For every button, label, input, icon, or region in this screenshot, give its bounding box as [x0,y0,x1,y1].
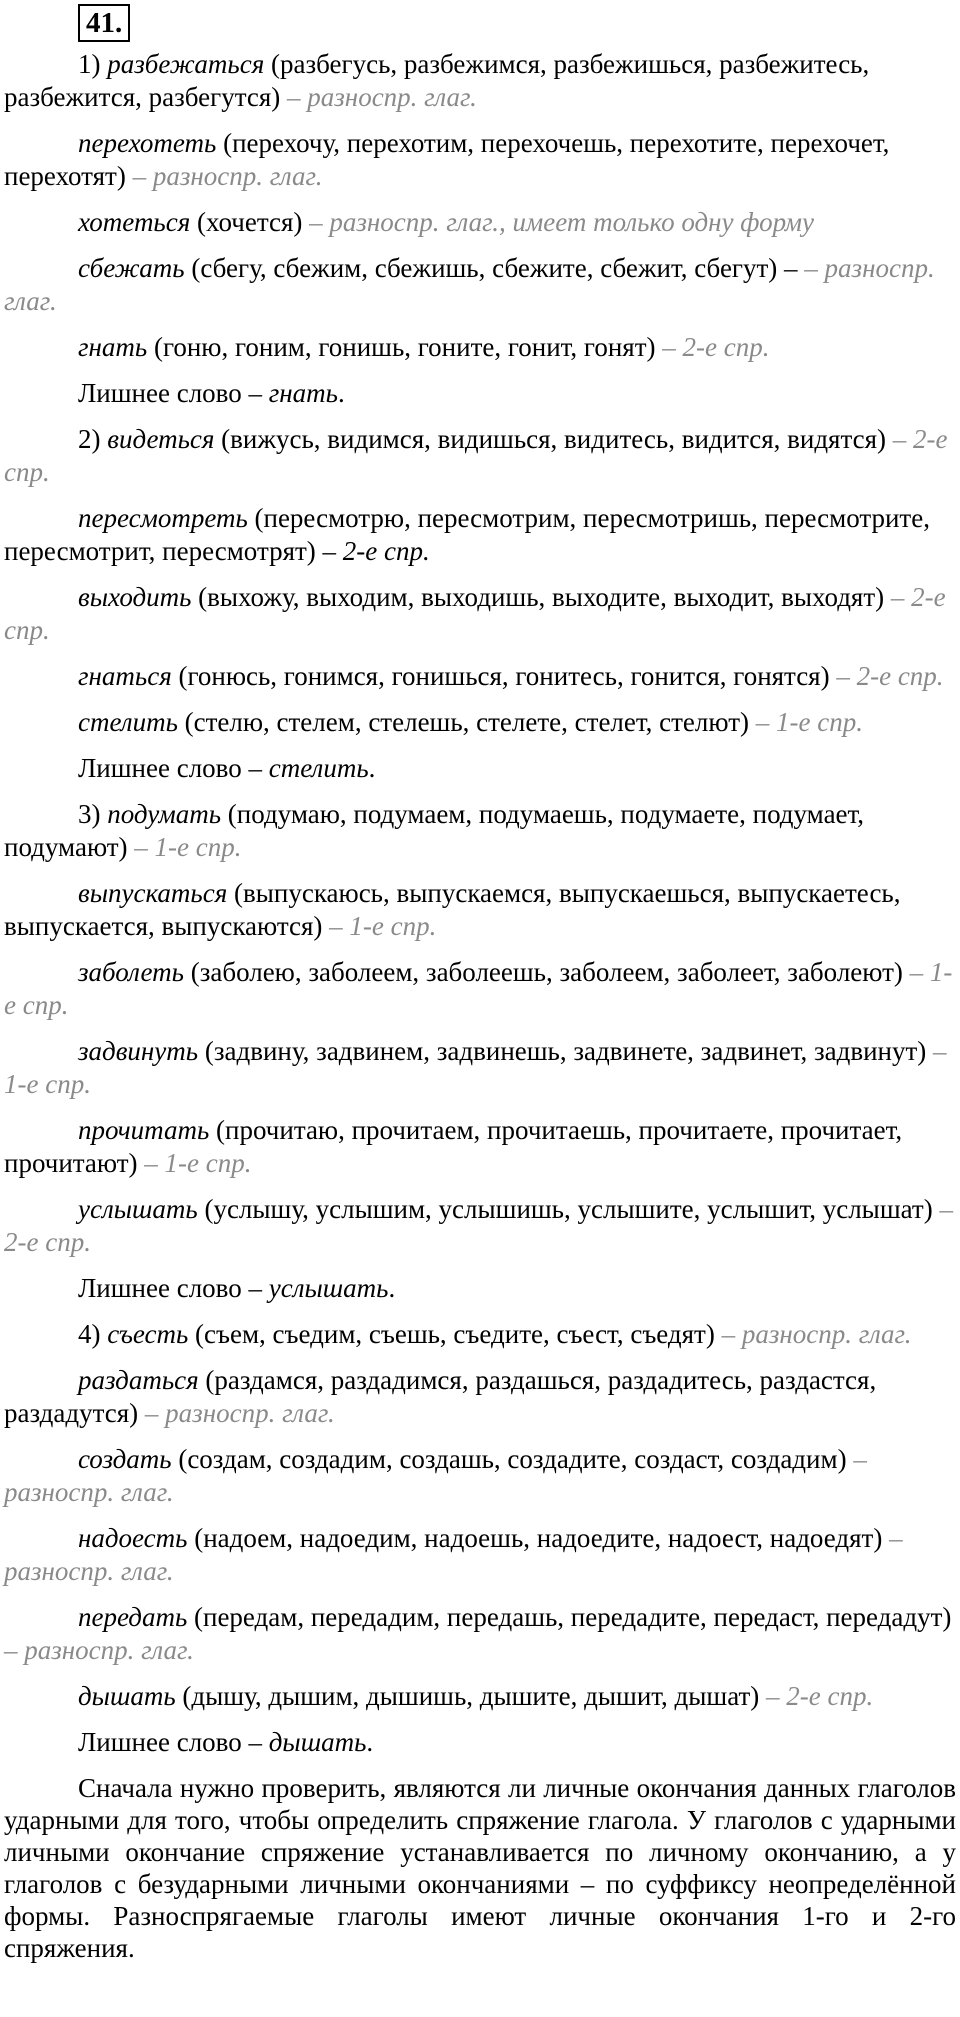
conclusion-paragraph: Сначала нужно проверить, являются ли личные окончания данных глаголов ударными для того, чтобы определить спряжение глагола. У глаголов с ударными личными окончание спряжение устанавливается по личному окончанию, а у глаголов с безударными личными окончаниями – по суффиксу неопределённой формы. Разноспрягаемые глаголы имеют личные окончания 1-го и 2-го спряжения. [4,1773,956,1963]
verb-infinitive: создать [78,1444,172,1474]
conjugation-note: – 1-е спр. [4,1036,947,1099]
verb-infinitive: хотеться [78,207,191,237]
verb-infinitive: сбежать [78,253,185,283]
verb-infinitive: видеться [107,424,215,454]
verb-infinitive: надоесть [78,1523,188,1553]
verb-forms: (пересмотрю, пересмотрим, пересмотришь, пересмотрите, пересмотрит, пересмотрят) [4,503,930,566]
verb-infinitive: заболеть [78,957,184,987]
group-number: 1) [78,49,108,79]
verb-entry [4,48,956,114]
verb-infinitive: задвинуть [78,1036,199,1066]
verb-entry [4,1680,956,1713]
conjugation-note: – разноспр. глаг. [4,1635,194,1665]
verb-forms: (разбегусь, разбежимся, разбежишься, разбежитесь, разбежится, разбегутся) [4,49,870,112]
verb-infinitive: услышать [78,1194,198,1224]
verb-forms: (вижусь, видимся, видишься, видитесь, видится, видятся) [214,424,886,454]
verb-entry [4,660,956,693]
verb-forms: (передам, передадим, передашь, передадите, передаст, передадут) [187,1602,952,1632]
extra-word: гнать [268,378,338,408]
exercise-content [4,48,956,1977]
punctuation: . [337,378,345,408]
verb-forms: (гонюсь, гонимся, гонишься, гонитесь, гонится, гонятся) [171,661,830,691]
verb-entry [4,206,956,239]
verb-forms: (дышу, дышим, дышишь, дышите, дышит, дышат) [175,1681,760,1711]
conjugation-note: – 1-е спр. [127,832,242,862]
conjugation-note: – разноспр. глаг. [280,82,477,112]
group-number: 3) [78,799,108,829]
conjugation-note: – 1-е спр. [322,911,437,941]
verb-forms: (раздамся, раздадимся, раздашься, раздадитесь, раздастся, раздадутся) [4,1365,877,1428]
verb-forms: Лишнее слово – [78,753,269,783]
verb-infinitive: стелить [78,707,178,737]
verb-entry [4,1114,956,1180]
conjugation-note: – 2-е спр. [759,1681,874,1711]
extra-word-line [4,752,956,785]
extra-word: услышать [268,1273,389,1303]
extra-word-line [4,1272,956,1305]
verb-forms: (стелю, стелем, стелешь, стелете, стелет, стелют) [177,707,749,737]
verb-forms: (сбегу, сбежим, сбежишь, сбежите, сбежит, сбегут) – [184,253,798,283]
conjugation-note: – 2-е спр. [4,424,948,487]
verb-forms: (задвину, задвинем, задвинешь, задвинете, задвинет, задвинут) [198,1036,927,1066]
verb-entry [4,581,956,647]
verb-entry [4,127,956,193]
verb-infinitive: дышать [78,1681,176,1711]
verb-entry [4,502,956,568]
verb-forms: (перехочу, перехотим, перехочешь, перехотите, перехочет, перехотят) [4,128,890,191]
verb-forms: Лишнее слово – [78,1273,269,1303]
verb-infinitive: подумать [107,799,222,829]
verb-infinitive: разбежаться [107,49,265,79]
conjugation-note: – разноспр. глаг. [125,161,323,191]
extra-word-line [4,377,956,410]
punctuation: . [368,753,376,783]
verb-entry [4,252,956,318]
verb-forms: (надоем, надоедим, надоешь, надоедите, надоест, надоедят) [187,1523,883,1553]
verb-entry [4,331,956,364]
verb-forms: (выпускаюсь, выпускаемся, выпускаешься, выпускаетесь, выпускается, выпускаются) [4,878,901,941]
verb-entry [4,1364,956,1430]
verb-infinitive: раздаться [78,1365,199,1395]
group-number: 4) [78,1319,108,1349]
verb-entry [4,1318,956,1351]
conjugation-note: – 1-е спр. [4,957,953,1020]
verb-entry [4,1443,956,1509]
verb-forms: (выхожу, выходим, выходишь, выходите, выходит, выходят) [191,582,885,612]
verb-entry [4,1522,956,1588]
verb-forms: Лишнее слово – [78,378,269,408]
verb-forms: Лишнее слово – [78,1727,269,1757]
verb-entry [4,956,956,1022]
conjugation-note: – разноспр. глаг. [4,1523,903,1586]
verb-entry [4,423,956,489]
extra-word-line [4,1726,956,1759]
verb-forms: (услышу, услышим, услышишь, услышите, услышит, услышат) [197,1194,933,1224]
punctuation: . [366,1727,374,1757]
conjugation-note: – разноспр. глаг. [4,1444,867,1507]
exercise-number: 41. [78,4,130,42]
conjugation-note: – 2-е спр. [315,536,430,566]
extra-word: дышать [268,1727,367,1757]
conjugation-note: – 2-е спр. [655,332,770,362]
verb-entry [4,1601,956,1667]
verb-entry [4,706,956,739]
verb-forms: (заболею, заболеем, заболеешь, заболеем, заболеет, заболеют) [183,957,903,987]
verb-infinitive: выпускаться [78,878,228,908]
conjugation-note: – 2-е спр. [4,582,946,645]
verb-forms: (подумаю, подумаем, подумаешь, подумаете, подумает, подумают) [4,799,865,862]
verb-infinitive: съесть [107,1319,189,1349]
extra-word: стелить [268,753,369,783]
verb-entry [4,798,956,864]
conjugation-note: – 2-е спр. [829,661,944,691]
conjugation-note: – 1-е спр. [749,707,863,737]
verb-entry [4,877,956,943]
verb-infinitive: гнать [78,332,148,362]
verb-infinitive: перехотеть [78,128,217,158]
conjugation-note: – 1-е спр. [137,1148,252,1178]
verb-entry [4,1193,956,1259]
verb-infinitive: пересмотреть [78,503,248,533]
verb-forms: (хочется) [190,207,303,237]
verb-entry [4,1035,956,1101]
verb-infinitive: передать [78,1602,188,1632]
verb-forms: (прочитаю, прочитаем, прочитаешь, прочитаете, прочитает, прочитают) [4,1115,903,1178]
verb-infinitive: гнаться [78,661,172,691]
punctuation: . [388,1273,396,1303]
conjugation-note: – разноспр. глаг. [138,1398,335,1428]
conjugation-note: – разноспр. глаг. [714,1319,912,1349]
conjugation-note: – разноспр. глаг., имеет только одну форму [302,207,814,237]
verb-forms: (гоню, гоним, гонишь, гоните, гонит, гонят) [147,332,656,362]
group-number: 2) [78,424,108,454]
conjugation-note: – разноспр. глаг. [4,253,935,316]
verb-forms: (съем, съедим, съешь, съедите, съест, съедят) [188,1319,715,1349]
verb-infinitive: прочитать [78,1115,210,1145]
conjugation-note: – 2-е спр. [4,1194,953,1257]
verb-infinitive: выходить [78,582,192,612]
verb-forms: (создам, создадим, создашь, создадите, создаст, создадим) [171,1444,847,1474]
